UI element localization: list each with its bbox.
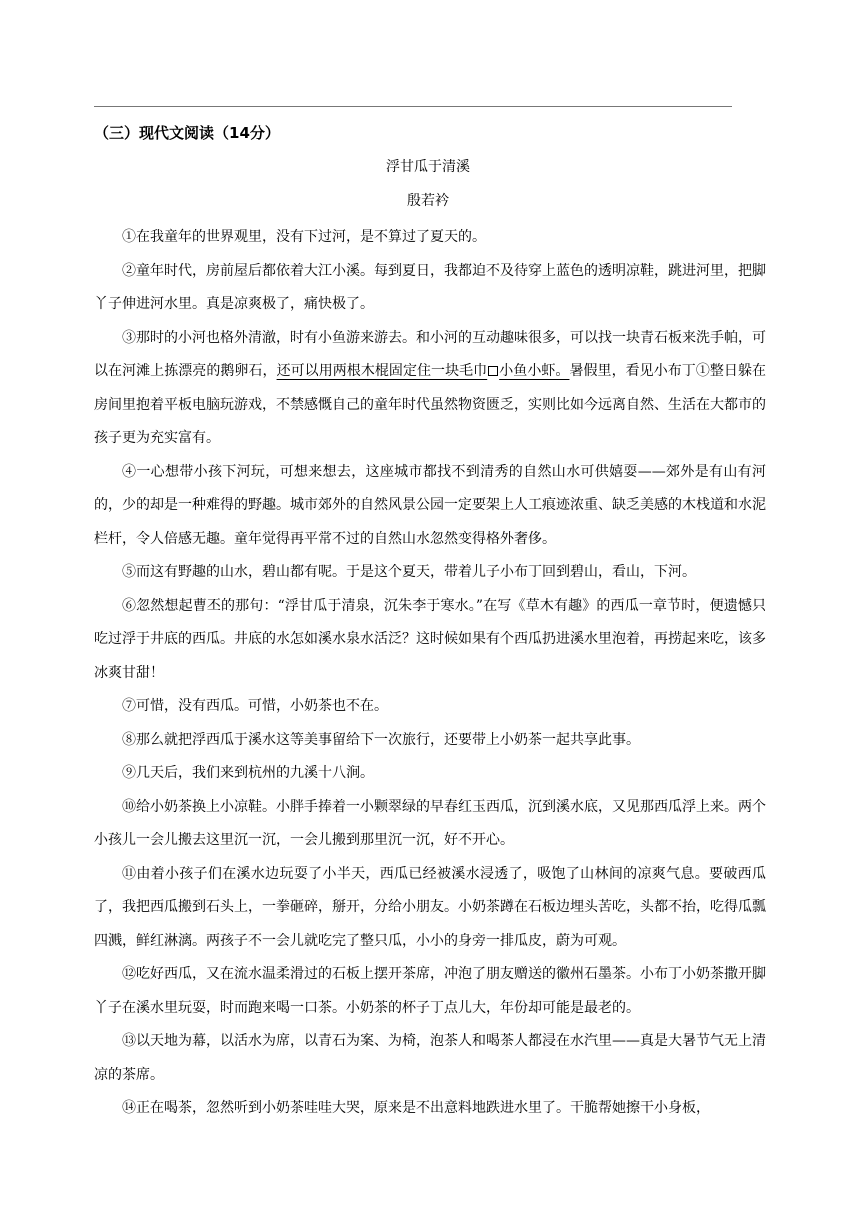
paragraph-3 [94, 322, 766, 456]
section-heading: （三）现代文阅读（14分） [94, 124, 280, 142]
paragraph-10: ⑩给小奶茶换上小凉鞋。小胖手捧着一小颗翠绿的早春红玉西瓜，沉到溪水底，又见那西瓜浮上来。两个小孩儿一会儿搬去这里沉一沉，一会儿搬到那里沉一沉，好不开心。 [94, 798, 766, 848]
paragraph-7: ⑦可惜，没有西瓜。可惜，小奶茶也不在。 [122, 698, 388, 714]
underlined-sentence-a: 还可以用两根木棍固定住一块毛巾 [276, 363, 488, 379]
paragraph-14: ⑭正在喝茶，忽然听到小奶茶哇哇大哭，原来是不出意料地跌进水里了。干脆帮她擦干小身板， [122, 1100, 710, 1116]
paragraph-13: ⑬以天地为幕，以活水为席，以青石为案、为椅，泡茶人和喝茶人都浸在水汽里——真是大暑节气无上清凉的茶席。 [94, 1033, 766, 1083]
paragraph-6: ⑥忽然想起曹丕的那句：“浮甘瓜于清泉，沉朱李于寒水。”在写《草木有趣》的西瓜一章节时，便遗憾只吃过浮于井底的西瓜。井底的水怎如溪水泉水活泛？这时候如果有个西瓜扔进溪水里泡着，再捞起来吃，该多冰爽甘甜！ [94, 597, 766, 681]
paragraph-4: ④一心想带小孩下河玩，可想来想去，这座城市都找不到清秀的自然山水可供嬉耍——郊外是有山有河的，少的却是一种难得的野趣。城市郊外的自然风景公园一定要架上人工痕迹浓重、缺乏美感的木栈道和水泥栏杆，令人倍感无趣。童年觉得再平常不过的自然山水忽然变得格外奢侈。 [94, 463, 766, 547]
answer-blank-box [487, 363, 499, 379]
paragraph-3-text-b: 暑假里，看见小布丁①整日躲在房间里抱着平板电脑玩游戏，不禁感慨自己的童年时代虽然物资匮乏，实则比如今远离自然、生活在大都市的孩子更为充实富有。 [94, 363, 767, 446]
article-title: 浮甘瓜于清溪 [386, 159, 470, 175]
paragraph-3-text-a: ③那时的小河也格外清澈，时有小鱼游来游去。和小河的互动趣味很多，可以找一块青石板来洗手帕，可以在河滩上拣漂亮的鹅卵石， [94, 329, 766, 379]
paragraph-12: ⑫吃好西瓜，又在流水温柔滑过的石板上摆开茶席，冲泡了朋友赠送的徽州石墨茶。小布丁小奶茶撒开脚丫子在溪水里玩耍，时而跑来喝一口茶。小奶茶的杯子丁点儿大，年份却可能是最老的。 [94, 966, 766, 1016]
header-rule [94, 106, 732, 107]
paragraph-8: ⑧那么就把浮西瓜于溪水这等美事留给下一次旅行，还要带上小奶茶一起共享此事。 [122, 731, 640, 748]
paragraph-11: ⑪由着小孩子们在溪水边玩耍了小半天，西瓜已经被溪水浸透了，吸饱了山林间的凉爽气息。要破西瓜了，我把西瓜搬到石头上，一拳砸碎，掰开，分给小朋友。小奶茶蹲在石板边埋头苦吃，头都不抬，吃得瓜瓢四溅，鲜红淋漓。两孩子不一会儿就吃完了整只瓜，小小的身旁一排瓜皮，蔚为可观。 [94, 865, 766, 949]
underlined-sentence-b: 小鱼小虾。 [499, 363, 570, 379]
paragraph-1: ①在我童年的世界观里，没有下过河，是不算过了夏天的。 [122, 229, 486, 245]
paragraph-2: ②童年时代，房前屋后都依着大江小溪。每到夏日，我都迫不及待穿上蓝色的透明凉鞋，跳进河里，把脚丫子伸进河水里。真是凉爽极了，痛快极了。 [94, 262, 766, 312]
paragraph-5: ⑤而这有野趣的山水，碧山都有呢。于是这个夏天，带着儿子小布丁回到碧山，看山，下河。 [122, 564, 696, 580]
article-body [94, 221, 766, 1126]
paragraph-9: ⑨几天后，我们来到杭州的九溪十八涧。 [122, 765, 374, 781]
article-author: 殷若衿 [407, 193, 449, 209]
